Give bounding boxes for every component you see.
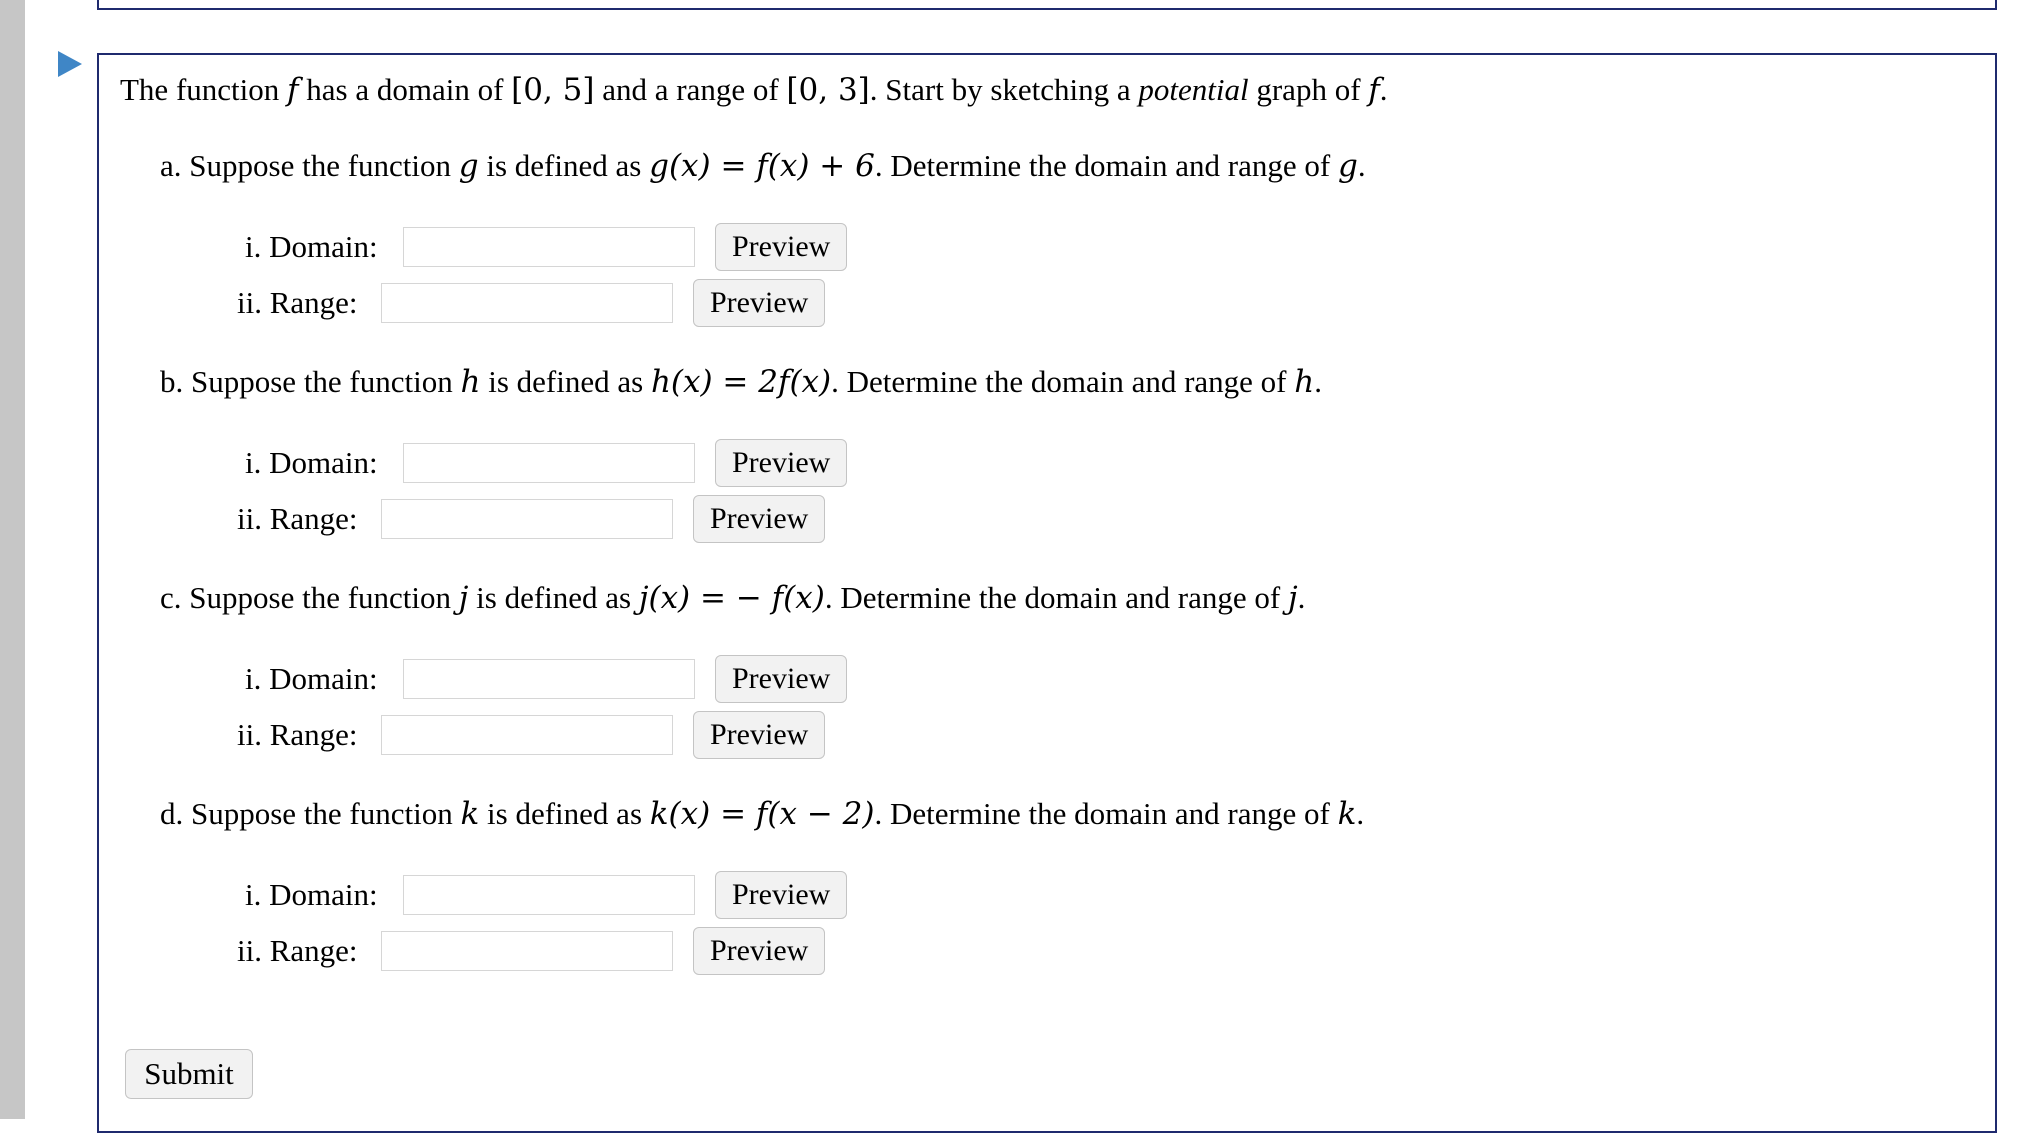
- part-c-domain-input[interactable]: [403, 659, 695, 699]
- question-intro: The function f has a domain of [0, 5] and a range of [0, 3]. Start by sketching a potential graph of f.: [120, 72, 1388, 108]
- expand-arrow-icon[interactable]: [58, 51, 82, 77]
- part-a-question: a. Suppose the function g is defined as g(x) = f(x) + 6. Determine the domain and range of g.: [160, 148, 1366, 184]
- submit-button[interactable]: Submit: [125, 1049, 253, 1099]
- part-d-question: d. Suppose the function k is defined as k(x) = f(x − 2). Determine the domain and range of k.: [160, 796, 1365, 832]
- part-c-range-input[interactable]: [381, 715, 673, 755]
- part-b-range-preview-button[interactable]: Preview: [693, 495, 825, 543]
- part-a-range-preview-button[interactable]: Preview: [693, 279, 825, 327]
- part-d-domain-label: i. Domain:: [245, 877, 378, 912]
- part-d-range-input[interactable]: [381, 931, 673, 971]
- part-c-question: c. Suppose the function j is defined as j(x) = − f(x). Determine the domain and range of j.: [160, 580, 1306, 616]
- part-b-domain-input[interactable]: [403, 443, 695, 483]
- part-a-domain-label: i. Domain:: [245, 229, 378, 264]
- left-scroll-gutter: [0, 0, 25, 1119]
- part-d-domain-preview-button[interactable]: Preview: [715, 871, 847, 919]
- part-a-domain-input[interactable]: [403, 227, 695, 267]
- part-c-domain-label: i. Domain:: [245, 661, 378, 696]
- part-c-range-label: ii. Range:: [237, 717, 358, 752]
- part-a-domain-preview-button[interactable]: Preview: [715, 223, 847, 271]
- part-a-range-input[interactable]: [381, 283, 673, 323]
- previous-question-panel: [97, 0, 1997, 10]
- part-b-question: b. Suppose the function h is defined as h(x) = 2f(x). Determine the domain and range of h.: [160, 364, 1322, 400]
- part-c-domain-preview-button[interactable]: Preview: [715, 655, 847, 703]
- part-b-range-label: ii. Range:: [237, 501, 358, 536]
- part-b-domain-preview-button[interactable]: Preview: [715, 439, 847, 487]
- part-c-range-preview-button[interactable]: Preview: [693, 711, 825, 759]
- part-d-domain-input[interactable]: [403, 875, 695, 915]
- part-d-range-preview-button[interactable]: Preview: [693, 927, 825, 975]
- part-a-range-label: ii. Range:: [237, 285, 358, 320]
- part-b-range-input[interactable]: [381, 499, 673, 539]
- part-d-range-label: ii. Range:: [237, 933, 358, 968]
- part-b-domain-label: i. Domain:: [245, 445, 378, 480]
